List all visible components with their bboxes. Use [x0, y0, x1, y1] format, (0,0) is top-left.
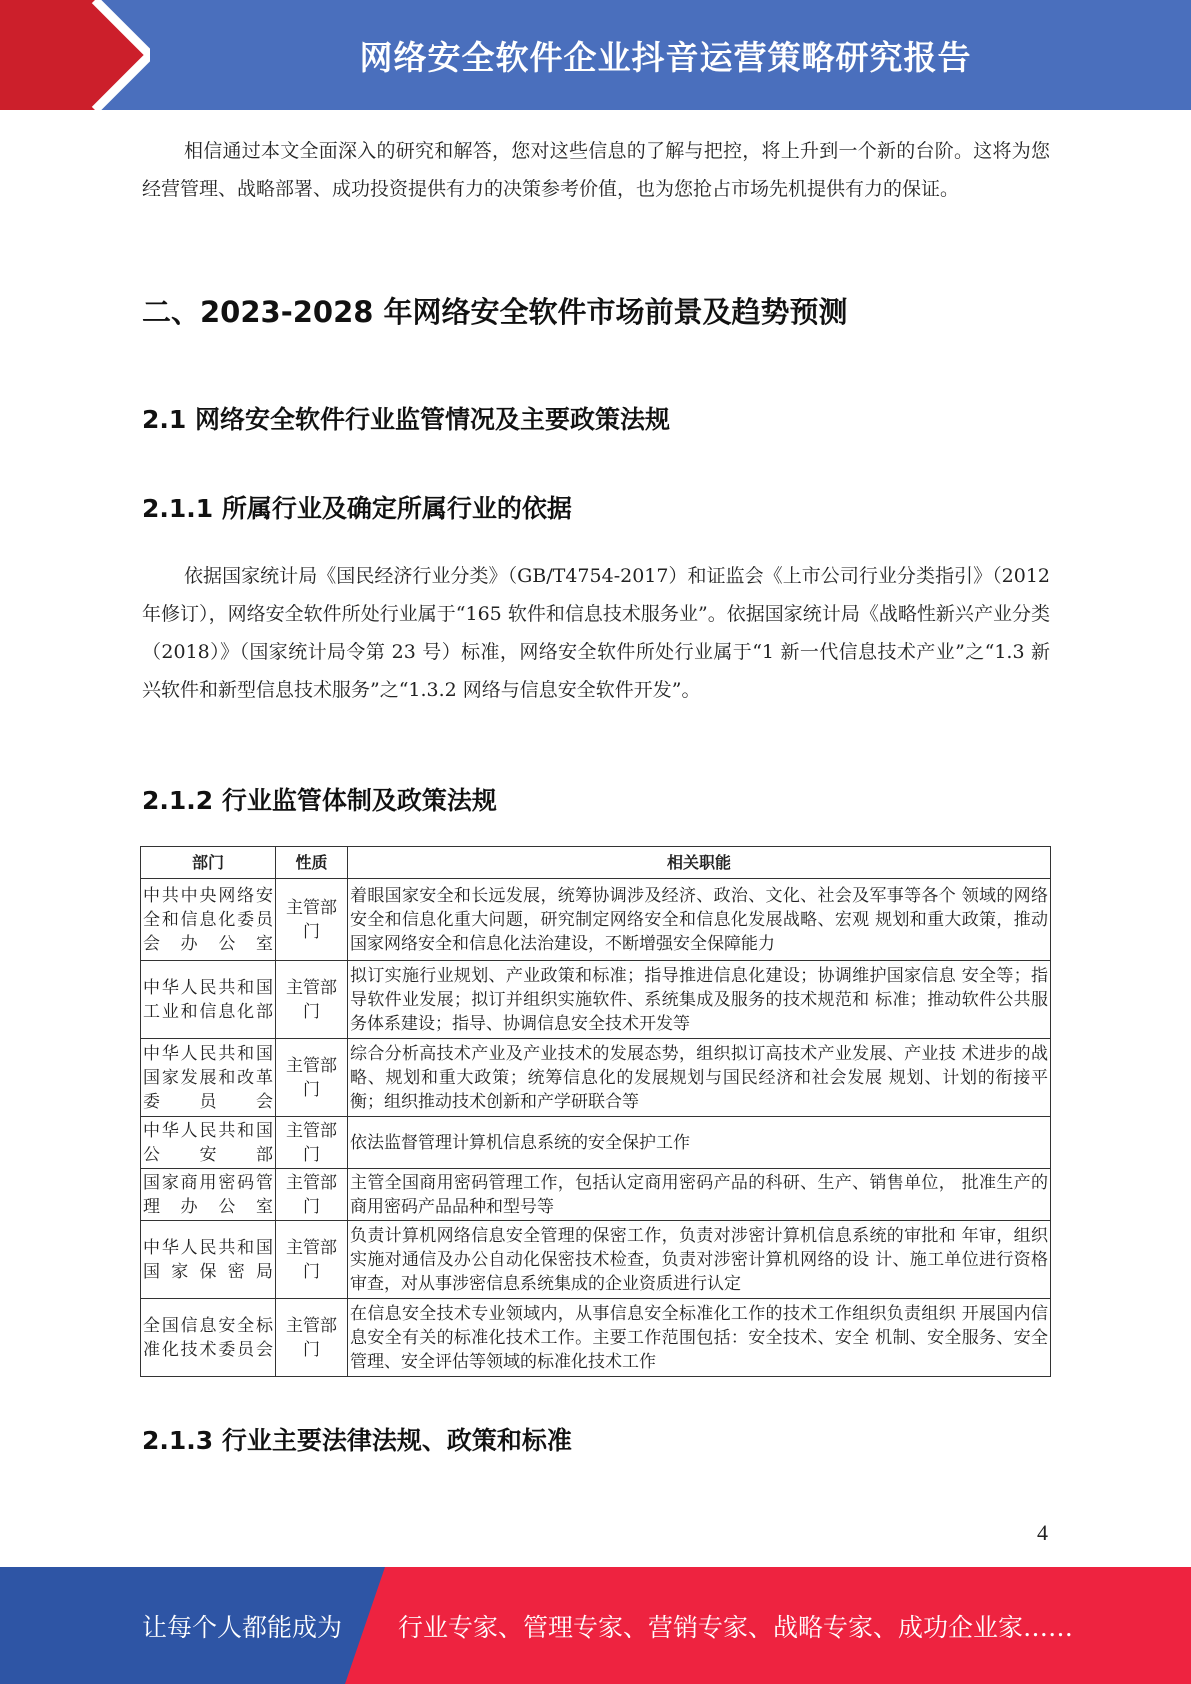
- table-header-row: [141, 847, 1051, 879]
- footer-slogan-left: 让每个人都能成为: [142, 1612, 343, 1642]
- footer-slogan-right: 行业专家、管理专家、营销专家、战略专家、成功企业家……: [398, 1612, 1074, 1642]
- subsection-heading-2-1-2: 2.1.2 行业监管体制及政策法规: [142, 786, 497, 815]
- function-cell: 综合分析高技术产业及产业技术的发展态势，组织拟订高技术产业发展、产业技 术进步的战略、规划和重大政策；统筹信息化的发展规划与国民经济和社会发展 规划、计划的衔接平衡；组织推动技术创新和产学研联合等: [348, 1039, 1051, 1117]
- nature-cell: 主管部门: [276, 1117, 348, 1169]
- dept-cell: 全国信息安全标准化技术委员会: [141, 1299, 276, 1377]
- column-header-function: 相关职能: [348, 847, 1051, 879]
- table-row: [141, 879, 1051, 961]
- header-arrow-decoration: [0, 0, 150, 110]
- table-row: [141, 1117, 1051, 1169]
- function-cell: 着眼国家安全和长远发展，统筹协调涉及经济、政治、文化、社会及军事等各个 领域的网络安全和信息化重大问题，研究制定网络安全和信息化发展战略、宏观 规划和重大政策，推动国家网络安全和信息化法治建设，不断增强安全保障能力: [348, 879, 1051, 961]
- basis-section: [142, 557, 1050, 709]
- regulatory-table: [140, 846, 1051, 1377]
- subsection-heading-2-1-3: 2.1.3 行业主要法律法规、政策和标准: [142, 1426, 572, 1455]
- dept-cell: 中华人民共和国国家保密局: [141, 1221, 276, 1299]
- column-header-nature: 性质: [276, 847, 348, 879]
- dept-cell: 中华人民共和国公安部: [141, 1117, 276, 1169]
- nature-cell: 主管部门: [276, 1039, 348, 1117]
- dept-cell: 中共中央网络安全和信息化委员会办公室: [141, 879, 276, 961]
- page-number: 4: [1037, 1520, 1048, 1545]
- table-row: [141, 1039, 1051, 1117]
- function-cell: 负责计算机网络信息安全管理的保密工作，负责对涉密计算机信息系统的审批和 年审，组织实施对通信及办公自动化保密技术检查，负责对涉密计算机网络的设 计、施工单位进行资格审查，对从事涉密信息系统集成的企业资质进行认定: [348, 1221, 1051, 1299]
- table-row: [141, 1221, 1051, 1299]
- function-cell: 在信息安全技术专业领域内，从事信息安全标准化工作的技术工作组织负责组织 开展国内信息安全有关的标准化技术工作。主要工作范围包括：安全技术、安全 机制、安全服务、安全管理、安全评估等领域的标准化技术工作: [348, 1299, 1051, 1377]
- dept-cell: 中华人民共和国国家发展和改革委员会: [141, 1039, 276, 1117]
- basis-paragraph: 依据国家统计局《国民经济行业分类》（GB/T4754-2017）和证监会《上市公司行业分类指引》（2012 年修订），网络安全软件所处行业属于“165 软件和信息技术服务业”。依据国家统计局《战略性新兴产业分类（2018）》（国家统计局令第 23 号）标准，网络安全软件所处行业属于“1 新一代信息技术产业”之“1.3 新兴软件和新型信息技术服务”之“1.3.2 网络与信息安全软件开发”。: [142, 565, 1050, 701]
- table-row: [141, 961, 1051, 1039]
- dept-cell: 中华人民共和国工业和信息化部: [141, 961, 276, 1039]
- table-row: [141, 1299, 1051, 1377]
- nature-cell: 主管部门: [276, 961, 348, 1039]
- report-title: 网络安全软件企业抖音运营策略研究报告: [359, 37, 972, 77]
- dept-cell: 国家商用密码管理办公室: [141, 1169, 276, 1221]
- intro-section: [142, 132, 1050, 208]
- function-cell: 主管全国商用密码管理工作，包括认定商用密码产品的科研、生产、销售单位， 批准生产的商用密码产品品种和型号等: [348, 1169, 1051, 1221]
- subsection-heading-2-1-1: 2.1.1 所属行业及确定所属行业的依据: [142, 494, 572, 523]
- nature-cell: 主管部门: [276, 1299, 348, 1377]
- nature-cell: 主管部门: [276, 879, 348, 961]
- nature-cell: 主管部门: [276, 1169, 348, 1221]
- section-heading: 二、2023-2028 年网络安全软件市场前景及趋势预测: [142, 295, 848, 329]
- nature-cell: 主管部门: [276, 1221, 348, 1299]
- subsection-heading-2-1: 2.1 网络安全软件行业监管情况及主要政策法规: [142, 405, 670, 434]
- intro-paragraph: 相信通过本文全面深入的研究和解答，您对这些信息的了解与把控，将上升到一个新的台阶。这将为您经营管理、战略部署、成功投资提供有力的决策参考价值，也为您抢占市场先机提供有力的保证。: [142, 140, 1050, 200]
- column-header-dept: 部门: [141, 847, 276, 879]
- function-cell: 拟订实施行业规划、产业政策和标准；指导推进信息化建设；协调维护国家信息 安全等；指导软件业发展；拟订并组织实施软件、系统集成及服务的技术规范和 标准；推动软件公共服务体系建设；指导、协调信息安全技术开发等: [348, 961, 1051, 1039]
- header-banner: [0, 0, 1191, 110]
- function-cell: 依法监督管理计算机信息系统的安全保护工作: [348, 1117, 1051, 1169]
- table-row: [141, 1169, 1051, 1221]
